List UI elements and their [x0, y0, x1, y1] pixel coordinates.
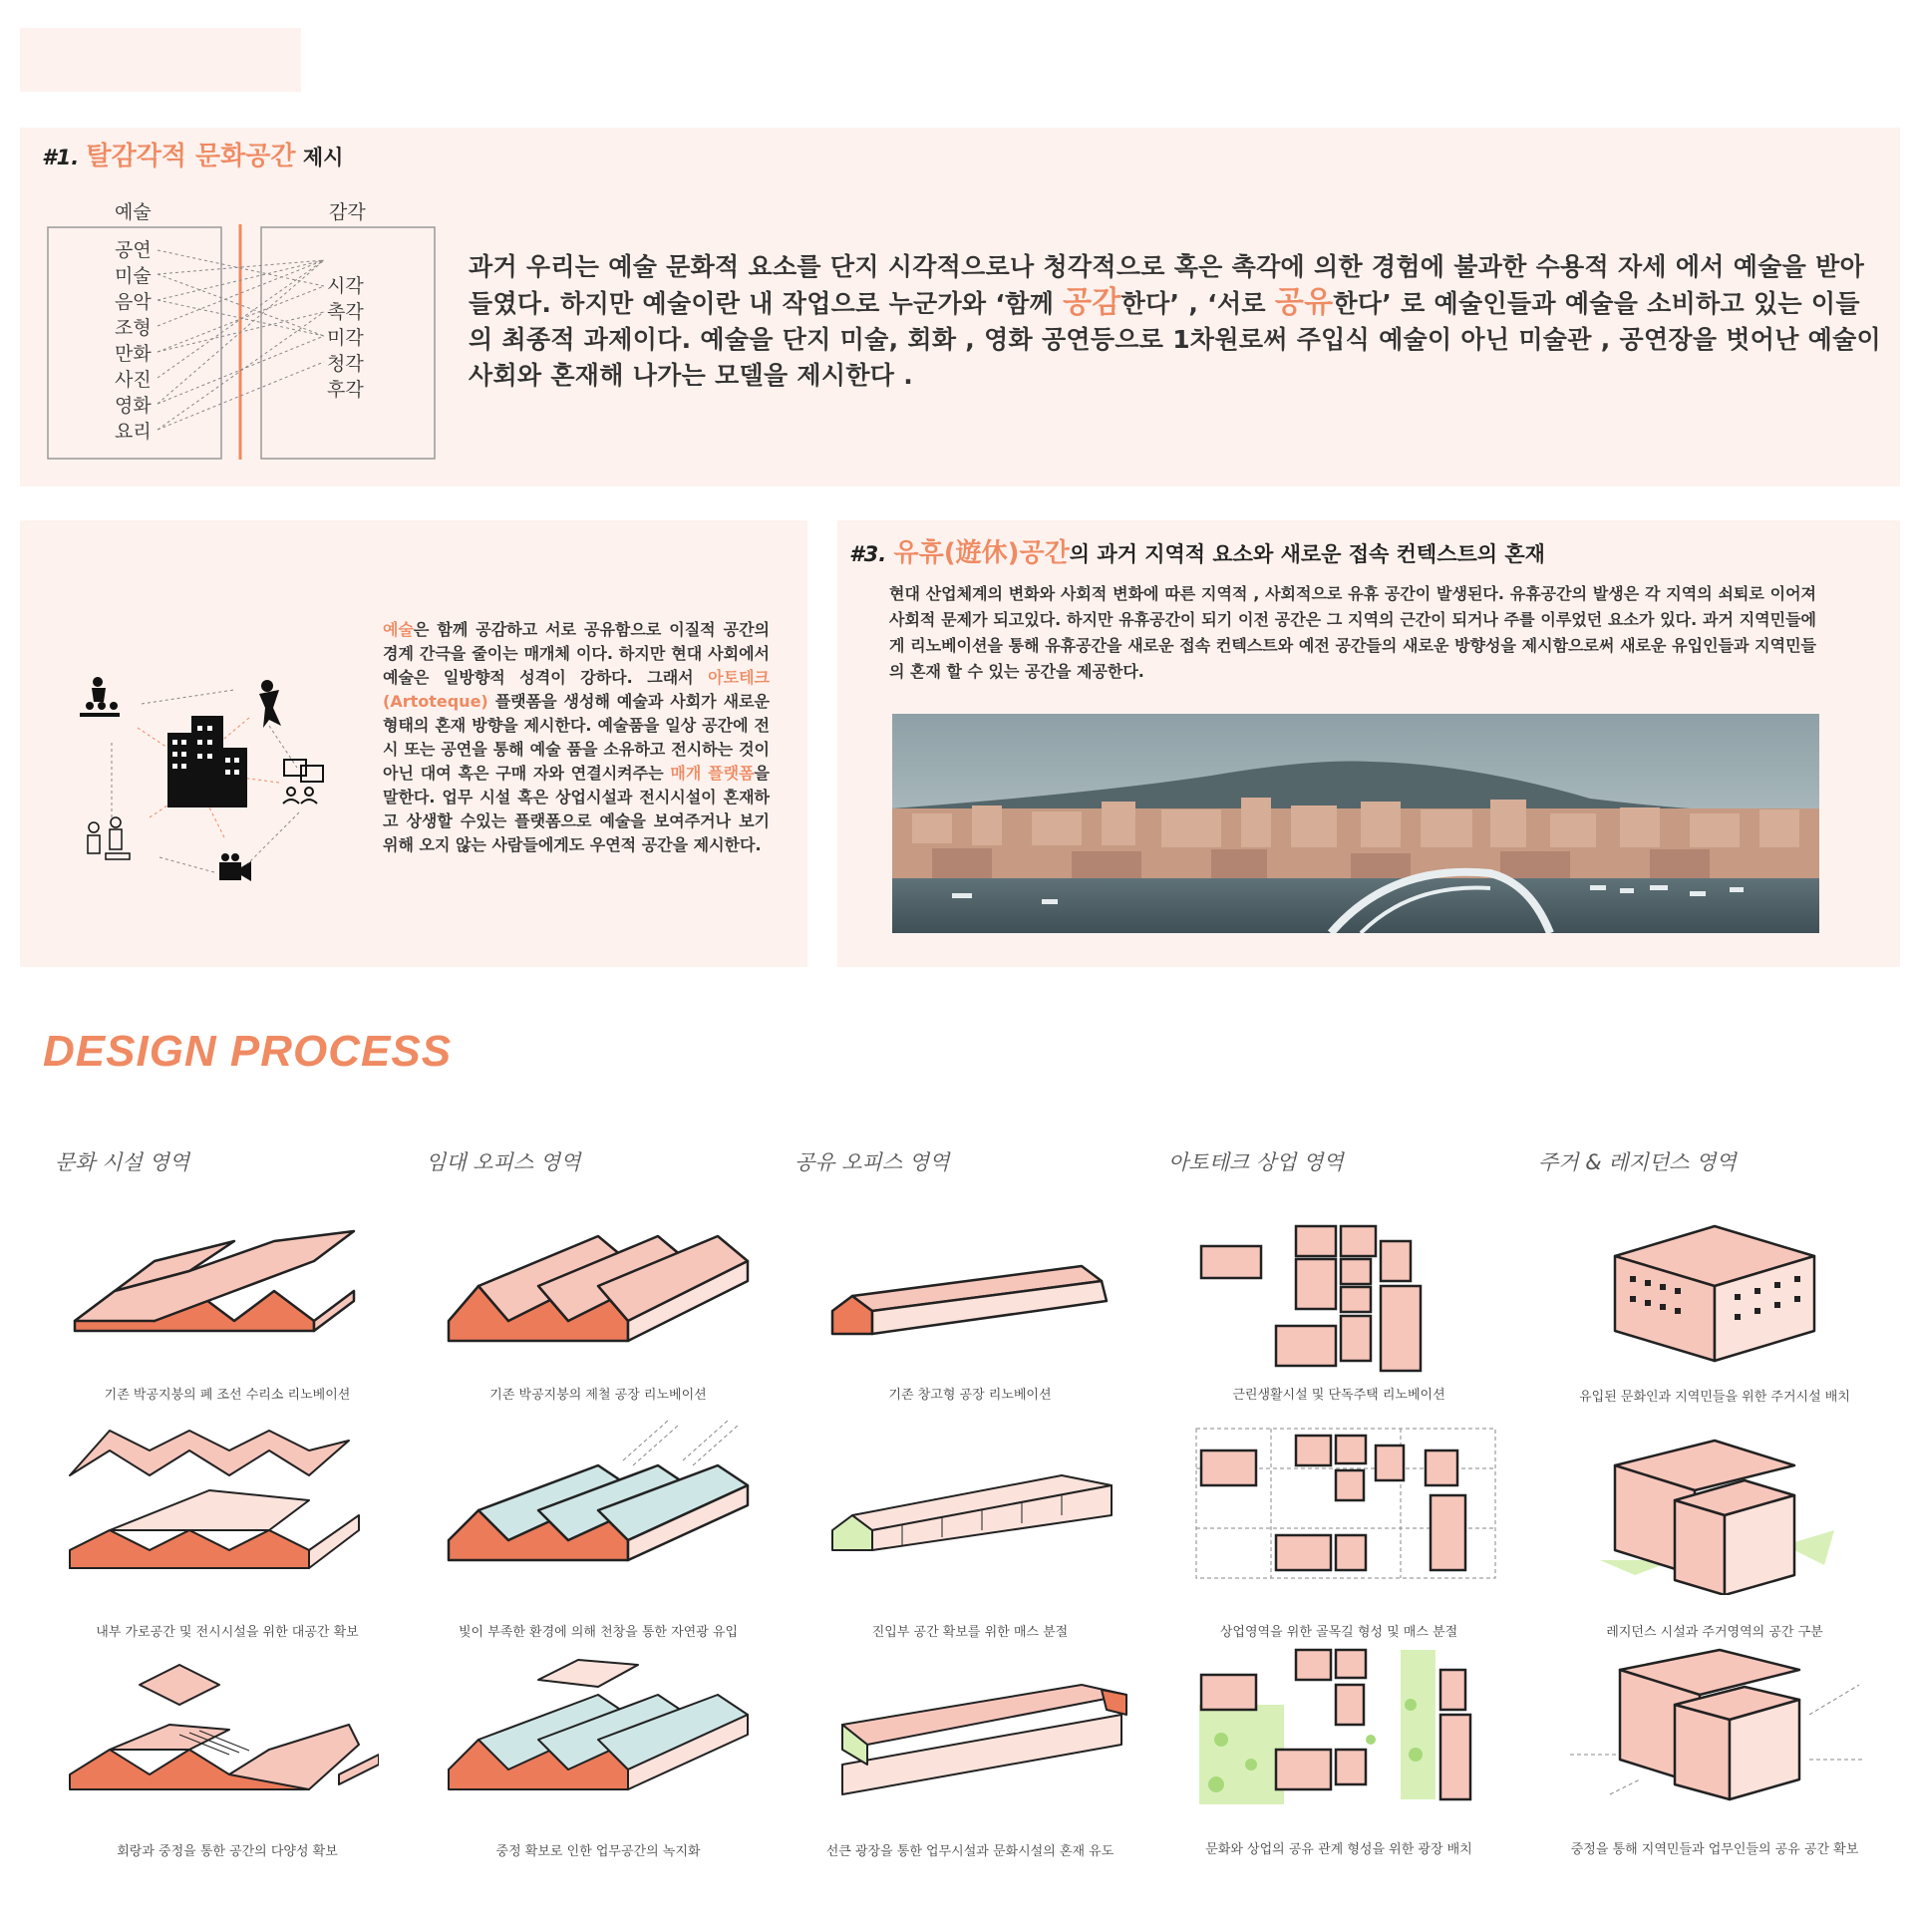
shared-step1-diagram: [822, 1256, 1141, 1346]
caption-rental-1: 기존 박공지붕의 제철 공장 리노베이션: [489, 1388, 707, 1403]
section2-text-c: 을 말한다. 업무 시설 혹은 상업시설과 전시시설이 혼재하고 상생할 수있는 플랫폼으로 예술을 보여주거나 보기 위해 오지 않는 사람들에게도 우연적 공간을 제시한다.: [383, 764, 771, 854]
top-blank-box: [20, 28, 301, 92]
caption-residence-2: 레지던스 시설과 주거영역의 공간 구분: [1606, 1625, 1823, 1640]
section2-highlight-art: 예술: [383, 620, 414, 639]
section1-text-b: 한다’ , ‘서로: [1120, 289, 1275, 318]
caption-shared-2: 진입부 공간 확보를 위한 매스 분절: [871, 1625, 1069, 1640]
art-header: 예술: [115, 201, 152, 223]
design-process-heading: DESIGN PROCESS: [43, 1027, 453, 1076]
city-harbor-photo: [892, 714, 1819, 933]
sense-item: 촉각: [327, 301, 364, 323]
section2-body: [383, 618, 770, 857]
section1-title: [42, 136, 343, 172]
art-item: 조형: [115, 317, 152, 339]
culture-step2-diagram: [60, 1421, 379, 1590]
caption-shared-1: 기존 창고형 공장 리노베이션: [888, 1388, 1052, 1403]
rental-step2-diagram: [439, 1416, 758, 1575]
sense-item: 미각: [327, 327, 364, 349]
column-title-culture: 문화 시설 영역: [55, 1150, 190, 1174]
art-item: 미술: [115, 265, 152, 287]
art-item: 음악: [115, 291, 152, 313]
caption-commercial-1: 근린생활시설 및 단독주택 리노베이션: [1232, 1388, 1445, 1403]
caption-commercial-2: 상업영역을 위한 골목길 형성 및 매스 분절: [1219, 1625, 1458, 1640]
caption-rental-3: 중정 확보로 인한 업무공간의 녹지화: [495, 1844, 701, 1859]
section3-title: [849, 532, 1545, 569]
section2-highlight-artoteque: 아토테크 (Artoteque): [383, 668, 770, 711]
section2-text-a: 은 함께 공감하고 서로 공유함으로 이질적 공간의 경계 간극을 줄이는 매개체 이다. 하지만 현대 사회에서 예술은 일방향적 성격이 강하다. 그래서: [383, 620, 770, 687]
sense-header: 감각: [329, 201, 366, 223]
caption-culture-1: 기존 박공지붕의 폐 조선 수리소 리노베이션: [104, 1388, 351, 1403]
art-item: 요리: [115, 421, 152, 443]
caption-commercial-3: 문화와 상업의 공유 관계 형성을 위한 광장 배치: [1205, 1842, 1472, 1857]
residence-step3-diagram: [1560, 1645, 1869, 1804]
section2-text-b: 플랫폼을 생성해 예술과 사회가 새로운 형태의 혼재 방향을 제시한다. 예술품을 일상 공간에 전시 또는 공연을 통해 예술 품을 소유하고 전시하는 것이 아닌 대여 혹은 구매 자와 연결시켜주는: [383, 692, 770, 783]
section1-number: #1.: [42, 146, 80, 169]
culture-step1-diagram: [60, 1221, 379, 1351]
rental-step1-diagram: [439, 1221, 758, 1351]
sense-item: 청각: [327, 353, 364, 375]
section1-highlight-empathy: 공감: [1063, 285, 1121, 320]
section3-title-accent: 유휴(遊休)공간: [893, 538, 1070, 568]
column-title-commercial: 아토테크 상업 영역: [1168, 1150, 1344, 1174]
artoteque-diagram: [70, 668, 349, 897]
section1-text-c: 한다’ 로 예술인들과 예술을 소비하고 있는 이들의 최종적 과제이다. 예술을 단지 미술, 회화 , 영화 공연등으로 1차원로써 주입식 예술이 아닌 미술관 , 공연장을 벗어난 예술이 사회와 혼재해 나가는 모델을 제시한다 .: [469, 289, 1882, 390]
sense-item: 시각: [327, 275, 364, 297]
residence-step2-diagram: [1595, 1436, 1834, 1595]
section3-title-rest: 의 과거 지역적 요소와 새로운 접속 컨텍스트의 혼재: [1069, 542, 1545, 566]
caption-rental-2: 빛이 부족한 환경에 의해 천창을 통한 자연광 유입: [458, 1625, 739, 1640]
art-item: 영화: [115, 395, 152, 417]
section1-highlight-share: 공유: [1274, 285, 1334, 320]
commercial-step1-diagram: [1196, 1221, 1495, 1376]
section1-title-accent: 탈감각적 문화공간: [86, 142, 296, 171]
caption-culture-2: 내부 가로공간 및 전시시설을 위한 대공간 확보: [96, 1625, 359, 1640]
art-item: 공연: [115, 239, 152, 261]
rental-step3-diagram: [439, 1645, 758, 1804]
commercial-step2-diagram: [1191, 1421, 1500, 1590]
caption-residence-1: 유입된 문화인과 지역민들을 위한 주거시설 배치: [1579, 1390, 1850, 1405]
sense-item: 후각: [327, 379, 364, 401]
column-title-shared-office: 공유 오피스 영역: [795, 1150, 950, 1174]
section3-number: #3.: [849, 542, 887, 566]
art-item: 사진: [115, 369, 152, 391]
art-item: 만화: [115, 343, 152, 365]
shared-step3-diagram: [822, 1655, 1141, 1804]
section3-body: 현대 산업체계의 변화와 사회적 변화에 따른 지역적 , 사회적으로 유휴 공간이 발생된다. 유휴공간의 발생은 각 지역의 쇠퇴로 이어져 사회적 문제가 되고있다. 하지만 유휴공간이 되기 이전 공간은 그 지역의 근간이 되거나 주를 이루었던 요소가 있다. 과거 지역민들에게 리노베이션을 통해 유휴공간을 새로운 접속 컨텍스트와 예전 공간들의 새로운 방향성을 제시함으로써 새로운 유입인들과 지역민들 의 혼재 할 수 있는 공간을 제공한다.: [889, 584, 1816, 681]
shared-step2-diagram: [822, 1455, 1141, 1565]
caption-shared-3: 선큰 광장을 통한 업무시설과 문화시설의 혼재 유도: [825, 1844, 1115, 1859]
column-title-rental-office: 임대 오피스 영역: [426, 1150, 581, 1174]
section1-text-a: 과거 우리는 예술 문화적 요소를 단지 시각적으로나 청각적으로 혹은 촉각에 의한 경험에 불과한 수용적 자세 에서 예술을 받아들였다. 하지만 예술이란 내 작업으로 누군가와 ‘함께: [469, 252, 1865, 318]
caption-culture-3: 회랑과 중정을 통한 공간의 다양성 확보: [117, 1844, 338, 1859]
section1-title-rest: 제시: [302, 146, 344, 169]
caption-residence-3: 중정을 통해 지역민들과 업무인들의 공유 공간 확보: [1570, 1842, 1859, 1857]
residence-step1-diagram: [1595, 1216, 1834, 1366]
commercial-step3-diagram: [1191, 1645, 1500, 1809]
section2-highlight-platform: 매개 플랫폼: [670, 764, 755, 783]
section1-body: [469, 249, 1884, 394]
column-title-residence: 주거 & 레지던스 영역: [1538, 1150, 1737, 1174]
art-sense-diagram: [40, 224, 439, 464]
culture-step3-diagram: [60, 1655, 379, 1804]
